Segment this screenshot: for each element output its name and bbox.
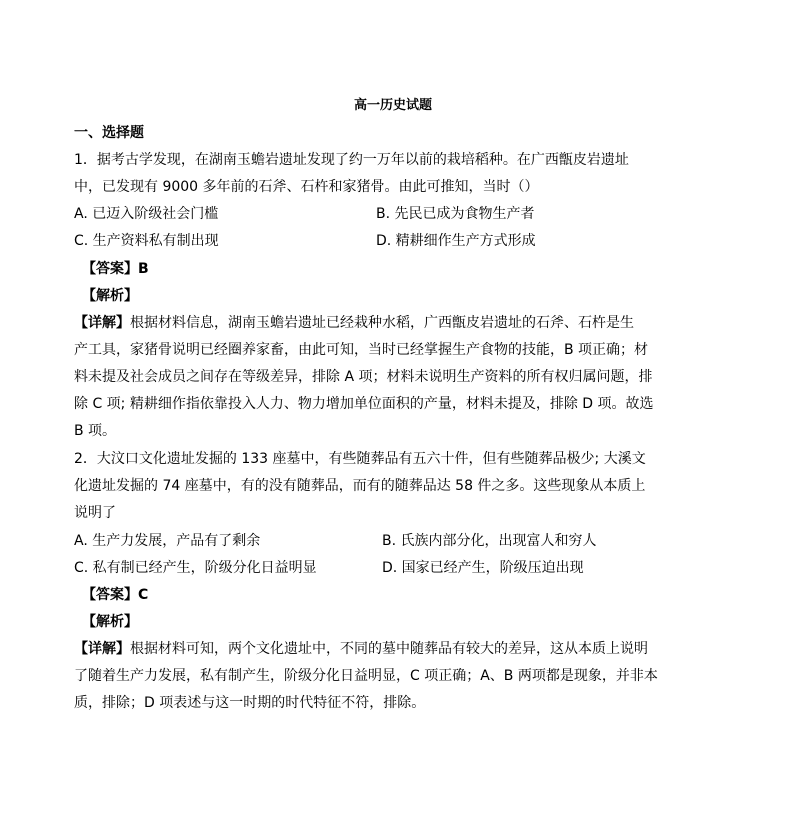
q1-detail-line-4: 除 C 项; 精耕细作指依靠投入人力、物力增加单位面积的产量，材料未提及，排除 D 项。故选 [74,396,654,412]
detail-text: 根据材料信息，湖南玉蟾岩遗址已经栽种水稻，广西甑皮岩遗址的石斧、石杵是生 [130,315,634,331]
q1-stem-line-1: 1．据考古学发现，在湖南玉蟾岩遗址发现了约一万年以前的栽培稻种。在广西甑皮岩遗址 [74,152,629,168]
q1-answer [82,259,149,279]
q1-option-a: A. 已迈入阶级社会门槛 [74,206,219,222]
detail-tag: 【详解】 [74,315,130,331]
q2-stem-line-3: 说明了 [74,505,116,521]
answer-tag: 【答案】 [82,261,138,277]
detail-text: 根据材料可知，两个文化遗址中，不同的墓中随葬品有较大的差异，这从本质上说明 [130,641,648,657]
q1-option-b: B. 先民已成为食物生产者 [376,206,535,222]
section-heading: 一、选择题 [74,125,144,141]
answer-value: B [138,261,149,277]
q2-detail-line-3: 质，排除；D 项表述与这一时期的时代特征不符，排除。 [74,695,426,711]
q2-stem-line-2: 化遗址发掘的 74 座墓中，有的没有随葬品，而有的随葬品达 58 件之多。这些现象从本质上 [74,478,646,494]
q1-detail-line-3: 料未提及社会成员之间存在等级差异，排除 A 项；材料未说明生产资料的所有权归属问题，排 [74,369,653,385]
q2-answer [82,585,148,605]
q2-detail-line-2: 了随着生产力发展，私有制产生，阶级分化日益明显，C 项正确；A、B 两项都是现象，并非本 [74,668,658,684]
q1-option-d: D. 精耕细作生产方式形成 [376,233,536,249]
q1-detail-line-2: 产工具，家猪骨说明已经圈养家畜，由此可知，当时已经掌握生产食物的技能，B 项正确；材 [74,342,649,358]
q1-detail-line-5: B 项。 [74,423,117,439]
detail-tag: 【详解】 [74,641,130,657]
q1-stem-line-2: 中，已发现有 9000 多年前的石斧、石杵和家猪骨。由此可推知，当时（） [74,179,539,195]
q1-analysis-tag: 【解析】 [82,288,138,304]
page-title: 高一历史试题 [354,98,433,113]
q2-stem-line-1: 2．大汶口文化遗址发掘的 133 座墓中，有些随葬品有五六十件，但有些随葬品极少; 大溪文 [74,451,646,467]
q2-option-d: D. 国家已经产生，阶级压迫出现 [382,560,584,576]
q2-detail-line-1 [74,639,648,659]
q2-analysis-tag: 【解析】 [82,614,138,630]
answer-tag: 【答案】 [82,587,138,603]
q1-option-c: C. 生产资料私有制出现 [74,233,219,249]
q2-option-b: B. 氏族内部分化，出现富人和穷人 [382,533,597,549]
q2-option-c: C. 私有制已经产生，阶级分化日益明显 [74,560,317,576]
q1-detail-line-1 [74,313,634,333]
q2-option-a: A. 生产力发展，产品有了剩余 [74,533,261,549]
answer-value: C [138,587,149,603]
